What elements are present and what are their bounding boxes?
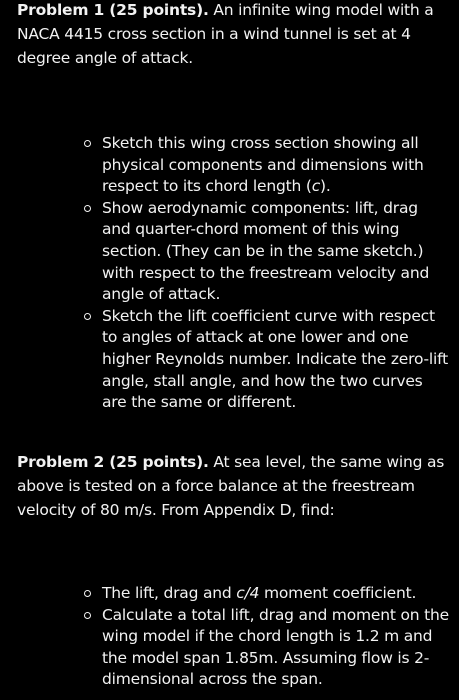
problem-1-heading: Problem 1 (25 points).	[17, 1, 209, 19]
problem-1-task-2: Show aerodynamic components: lift, drag and quarter-chord moment of this wing section. (They can be in the same sketch.) with respect to the freestream velocity and angle of attack.	[84, 198, 451, 306]
problem-1-task-3: Sketch the lift coefficient curve with respect to angles of attack at one lower and one higher Reynolds number. Indicate the zero-lift angle, stall angle, and how the two curves are the same or different.	[84, 306, 451, 414]
problem-1-intro	[17, 0, 451, 70]
hollow-bullet-icon	[84, 140, 91, 147]
hollow-bullet-icon	[84, 590, 91, 597]
problem-2-intro	[17, 450, 451, 522]
hollow-bullet-icon	[84, 205, 91, 212]
hollow-bullet-icon	[84, 313, 91, 320]
problem-2-task-2: Calculate a total lift, drag and moment on the wing model if the chord length is 1.2 m and the model span 1.85m. Assuming flow is 2-dimensional across the span.	[84, 605, 451, 691]
problem-2-task-1: The lift, drag and c/4 moment coefficient.	[84, 583, 451, 605]
chord-symbol: c	[311, 177, 321, 196]
problem-1-intro-text: An infinite wing model with a NACA 4415 cross section in a wind tunnel is set at 4 degree angle of attack.	[17, 1, 434, 67]
problem-2-intro-text: At sea level, the same wing as above is tested on a force balance at the freestream velocity of 80 m/s. From Appendix D, find:	[17, 453, 445, 519]
hollow-bullet-icon	[84, 612, 91, 619]
problem-2-heading: Problem 2 (25 points).	[17, 453, 209, 471]
problem-2-paragraph	[17, 450, 451, 522]
quarter-chord-symbol: c/4	[236, 584, 260, 602]
problem-1-task-list	[84, 133, 451, 414]
problem-2-task-list	[84, 583, 451, 691]
problem-1-paragraph	[17, 0, 451, 70]
problem-1-task-1: Sketch this wing cross section showing all physical components and dimensions with respect to its chord length (c).	[84, 133, 451, 198]
